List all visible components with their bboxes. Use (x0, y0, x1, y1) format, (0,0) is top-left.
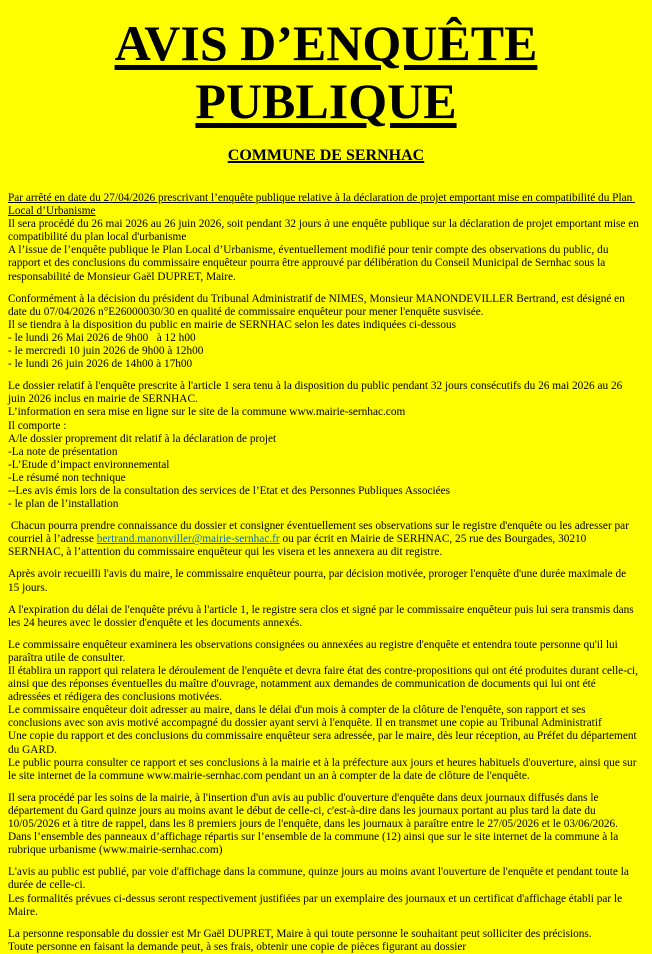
text-run: Par arrêté en date du 27/04/2026 prescrivant l’enquête publique relative à la déclaration de projet emportant mise en compatibilité du Plan Local d’Urbanisme (8, 192, 636, 218)
paragraph-journaux (8, 792, 639, 831)
text-run: Le dossier relatif à l'enquête prescrite à l'article 1 sera tenu à la disposition du public pendant 32 jours consécutifs du 26 mai 2026 au 26 juin 2026 inclus en mairie de SERNHAC. (8, 380, 626, 406)
text-run: ou par écrit en Mairie de SERHNAC, 25 rue des Bourgades, 30210 SERNHAC, à l’attention du commissaire enquêteur qui les visera et les annexera au dit registre. (8, 533, 590, 559)
notice-title-line2: PUBLIQUE (195, 73, 457, 129)
paragraph-piece-etude (8, 459, 639, 472)
paragraph-spacer (8, 919, 639, 928)
text-run: L'avis au public est publié, par voie d'affichage dans la commune, quinze jours au moins avant l'ouverture de l'enquête et pendant toute la durée de celle-ci. (8, 866, 632, 892)
text-run: -L’Etude d’impact environnemental (8, 458, 170, 471)
text-run: Il sera procédé par les soins de la mairie, à l'insertion d'un avis au public d'ouverture d'enquête dans deux journaux diffusés dans le département du Gard quinze jours au moins avant le début de celle-ci, c'est-à-dire dans les journaux portant au plus tard la date du 10/05/2026 et à titre de rappel, dans les 8 premiers jours de l'enquête, dans les journaux à paraître entre le 27/05/2026 et le 03/06/2026. (8, 791, 619, 831)
paragraph-duree (8, 218, 642, 244)
text-run: Chacun pourra prendre connaissance du dossier et consigner éventuellement ses observations sur le registre d'enquête ou les adresser par courriel à l’adresse (8, 520, 632, 546)
paragraph-copies (8, 941, 639, 954)
notice-title (0, 14, 652, 130)
paragraph-spacer (8, 559, 639, 568)
paragraph-piece-a (8, 433, 639, 446)
paragraph-piece-resume (8, 472, 639, 485)
notice-body (8, 192, 642, 954)
text-run: La personne responsable du dossier est Mr Gaël DUPRET, Maire à qui toute personne le souhaitant peut solliciter des précisions. (8, 927, 592, 940)
paragraph-spacer (8, 371, 639, 380)
paragraph-dossier (8, 380, 639, 406)
text-run: -Le résumé non technique (8, 471, 126, 484)
paragraph-information (8, 406, 639, 419)
text-run: Il sera procédé du 26 mai 2026 au 26 juin 2026, soit pendant 32 jours (8, 218, 325, 231)
paragraph-date-1 (8, 332, 639, 345)
paragraph-spacer (8, 511, 639, 520)
text-run: Le public pourra consulter ce rapport et ses conclusions à la mairie et à la préfecture aux jours et heures habituels d'ouverture, ainsi que sur le site internet de la commune www.mairie-sernhac.com pendant un an à compter de la date de clôture de l'enquête. (8, 756, 640, 782)
email-link[interactable]: bertrand.manonviller@mairie-sernhac.fr (96, 533, 280, 546)
commune-subtitle: COMMUNE DE SERNHAC (227, 147, 425, 164)
paragraph-spacer (8, 284, 639, 293)
paragraph-piece-plan (8, 498, 639, 511)
paragraph-permanences-intro (8, 319, 639, 332)
text-run: - le lundi 26 juin 2026 de 14h00 à 17h00 (8, 358, 193, 371)
paragraph-comporte (8, 420, 639, 433)
text-run: A l'expiration du délai de l'enquête prévu à l'article 1, le registre sera clos et signé par le commissaire enquêteur puis lui sera transmis dans les 24 heures avec le dossier d'enquête et les documents annexés. (8, 603, 637, 629)
text-run: à (324, 218, 330, 231)
paragraph-spacer (8, 595, 639, 604)
paragraph-panneaux (8, 831, 639, 857)
paragraph-affichage (8, 866, 639, 892)
text-run: Conformément à la décision du président du Tribunal Administratif de NIMES, Monsieur MANONDEVILLER Bertrand, est désigné en date du 07/04/2026 n°E26000030/30 en qualité de commissaire enquêteur pour mener l'enquête susvisée. (8, 292, 628, 318)
text-run: Dans l’ensemble des panneaux d’affichage répartis sur l’ensemble de la commune (12) ainsi que sur le site internet de la commune à la rubrique urbanisme (www.mairie-sernhac.com) (8, 831, 622, 857)
text-run: - le plan de l’installation (8, 498, 119, 511)
paragraph-date-2 (8, 345, 639, 358)
text-run: L’information en sera mise en ligne sur le site de la commune www.mairie-sernhac.com (8, 406, 406, 419)
text-run: Il se tiendra à la disposition du public en mairie de SERNHAC selon les dates indiquées ci-dessous (8, 318, 457, 331)
paragraph-arrete (8, 192, 639, 218)
paragraph-rapport (8, 665, 639, 704)
text-run: Une copie du rapport et des conclusions du commissaire enquêteur sera adressée, par le maire, dès leur réception, au Préfet du département du GARD. (8, 730, 640, 756)
paragraph-designation (8, 293, 639, 319)
paragraph-consultation (8, 757, 639, 783)
paragraph-issue (8, 244, 639, 283)
notice-title-line1: AVIS D’ENQUÊTE (114, 15, 538, 71)
text-run: Le commissaire enquêteur doit adresser au maire, dans le délai d'un mois à compter de la clôture de l'enquête, son rapport et ses conclusions avec son avis motivé accompagné du dossier ayant servi à l'enquête. Il en transmet une copie au Tribunal Administratif (8, 704, 602, 730)
text-run: Il établira un rapport qui relatera le déroulement de l'enquête et devra faire état des contre-propositions qui ont été produites durant celle-ci, ainsi que des réponses éventuelles du maître d'ouvrage, notamment aux demandes de communication de documents qui lui ont été adressées et rédigera des conclusions motivées. (8, 665, 641, 704)
paragraph-piece-avis (8, 485, 639, 498)
text-run: Le commissaire enquêteur examinera les observations consignées ou annexées au registre d'enquête et entendra toute personne qu'il lui paraîtra utile de consulter. (8, 638, 621, 664)
paragraph-formalites (8, 893, 639, 919)
paragraph-responsable (8, 928, 639, 941)
paragraph-copie-prefet (8, 730, 639, 756)
text-run: Les formalités prévues ci-dessus seront respectivement justifiées par un exemplaire des journaux et un certificat d'affichage établi par le Maire. (8, 892, 625, 918)
paragraph-spacer (8, 857, 639, 866)
paragraph-observations (8, 520, 639, 559)
public-notice-page (0, 14, 652, 953)
text-run: Il comporte : (8, 419, 67, 432)
paragraph-expiration (8, 604, 639, 630)
text-run: -La note de présentation (8, 445, 118, 458)
text-run: Toute personne en faisant la demande peut, à ses frais, obtenir une copie de pièces figurant au dossier (8, 940, 467, 953)
paragraph-date-3 (8, 358, 639, 371)
paragraph-spacer (8, 783, 639, 792)
paragraph-examen (8, 639, 639, 665)
paragraph-piece-note (8, 446, 639, 459)
text-run: une enquête publique sur la déclaration de projet emportant mise en compatibilité du plan local d'urbanisme (8, 218, 642, 244)
text-run: A l’issue de l’enquête publique le Plan Local d’Urbanisme, éventuellement modifié pour tenir compte des observations du public, du rapport et des conclusions du commissaire enquêteur pourra être approuvé par délibération du Conseil Municipal de Sernhac sous la responsabilité de Monsieur Gaël DUPRET, Maire. (8, 244, 612, 283)
paragraph-prorogation (8, 568, 639, 594)
text-run: --Les avis émis lors de la consultation des services de l’Etat et des Personnes Publiques Associées (8, 484, 451, 497)
text-run: - le lundi 26 Mai 2026 de 9h00 à 12 h00 (8, 331, 196, 344)
text-run: Après avoir recueilli l'avis du maire, le commissaire enquêteur pourra, par décision motivée, proroger l'enquête d'une durée maximale de 15 jours. (8, 568, 629, 594)
paragraph-transmission (8, 704, 639, 730)
text-run: - le mercredi 10 juin 2026 de 9h00 à 12h00 (8, 345, 204, 358)
text-run: A/le dossier proprement dit relatif à la déclaration de projet (8, 432, 277, 445)
paragraph-spacer (8, 630, 639, 639)
